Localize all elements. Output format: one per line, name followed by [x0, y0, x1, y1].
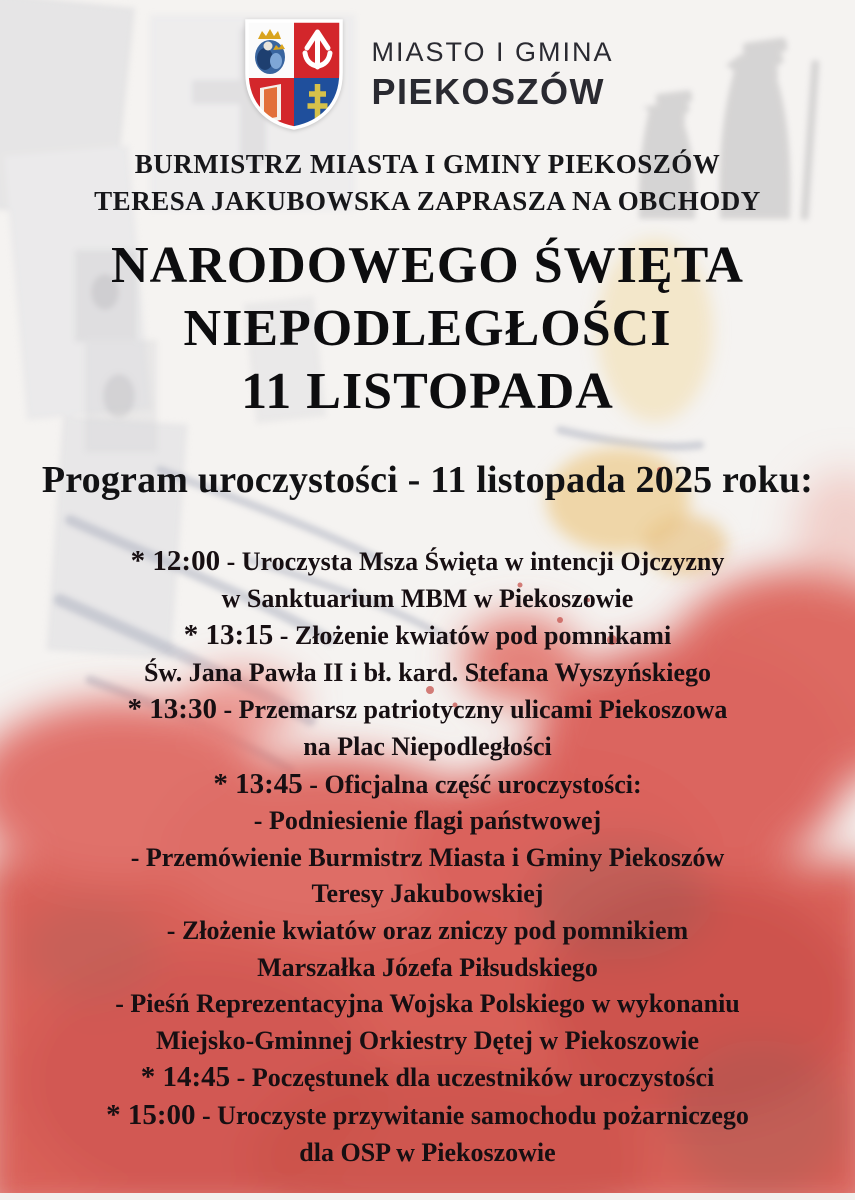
event-text: na Plac Niepodległości [303, 731, 552, 761]
program-line [0, 543, 855, 581]
event-text: dla OSP w Piekoszowie [299, 1137, 556, 1167]
piekoszow-coat-of-arms-icon [241, 16, 347, 134]
municipality-name-line2: PIEKOSZÓW [371, 71, 605, 112]
event-text: - Przemarsz patriotyczny ulicami Piekoszowa [216, 695, 728, 725]
program-line [0, 803, 855, 840]
program-line [0, 1135, 855, 1172]
event-time: * 15:00 [106, 1098, 196, 1131]
program-line [0, 840, 855, 877]
program-line [0, 655, 855, 692]
event-text: - Oficjalna część uroczystości: [302, 769, 642, 799]
municipality-name [371, 37, 613, 113]
event-time: * 14:45 [140, 1061, 231, 1094]
program-line [0, 1059, 855, 1097]
program-line [0, 617, 855, 655]
event-time: * 12:00 [130, 545, 221, 577]
program-line [0, 1023, 855, 1060]
title-line1: NARODOWEGO ŚWIĘTA [111, 237, 744, 294]
event-text: w Sanktuarium MBM w Piekoszowie [221, 583, 634, 613]
event-text: - Uroczyste przywitanie samochodu pożarniczego [195, 1100, 749, 1130]
invitation-line1: BURMISTRZ MIASTA I GMINY PIEKOSZÓW [134, 149, 721, 179]
event-text: - Przemówienie Burmistrz Miasta i Gminy Piekoszów [130, 842, 725, 872]
event-text: - Złożenie kwiatów pod pomnikami [273, 621, 672, 651]
event-text: Miejsko-Gminnej Orkiestry Dętej w Piekoszowie [156, 1025, 699, 1055]
invitation-line2: TERESA JAKUBOWSKA ZAPRASZA NA OBCHODY [94, 186, 761, 216]
page-title [0, 234, 855, 423]
municipality-logo [0, 16, 855, 134]
title-line3: 11 LISTOPADA [241, 363, 614, 420]
program-list [0, 543, 855, 1171]
program-heading: Program uroczystości - 11 listopada 2025 roku: [41, 459, 814, 501]
program-line [0, 876, 855, 913]
event-text: - Uroczysta Msza Święta w intencji Ojczyzny [220, 547, 725, 576]
program-line [0, 986, 855, 1023]
program-line [0, 1097, 855, 1135]
title-line2: NIEPODLEGŁOŚCI [183, 300, 672, 357]
event-text: - Złożenie kwiatów oraz zniczy pod pomnikiem [166, 915, 689, 945]
event-text: - Pieśń Reprezentacyjna Wojska Polskiego w wykonaniu [115, 989, 740, 1019]
invitation-header [0, 146, 855, 220]
event-text: Marszałka Józefa Piłsudskiego [257, 952, 598, 982]
program-line [0, 913, 855, 950]
event-time: * 13:45 [213, 767, 303, 800]
program-line [0, 950, 855, 987]
event-text: Św. Jana Pawła II i bł. kard. Stefana Wyszyńskiego [143, 657, 712, 687]
municipality-name-line1: MIASTO I GMINA [371, 37, 614, 67]
event-text: - Poczęstunek dla uczestników uroczystości [230, 1063, 715, 1093]
program-line [0, 766, 855, 804]
event-text: Teresy Jakubowskiej [311, 879, 544, 909]
program-line [0, 691, 855, 729]
event-time: * 13:30 [127, 693, 217, 726]
program-line [0, 729, 855, 766]
event-time: * 13:15 [183, 619, 274, 652]
event-text: - Podniesienie flagi państwowej [253, 806, 602, 836]
program-line [0, 581, 855, 618]
